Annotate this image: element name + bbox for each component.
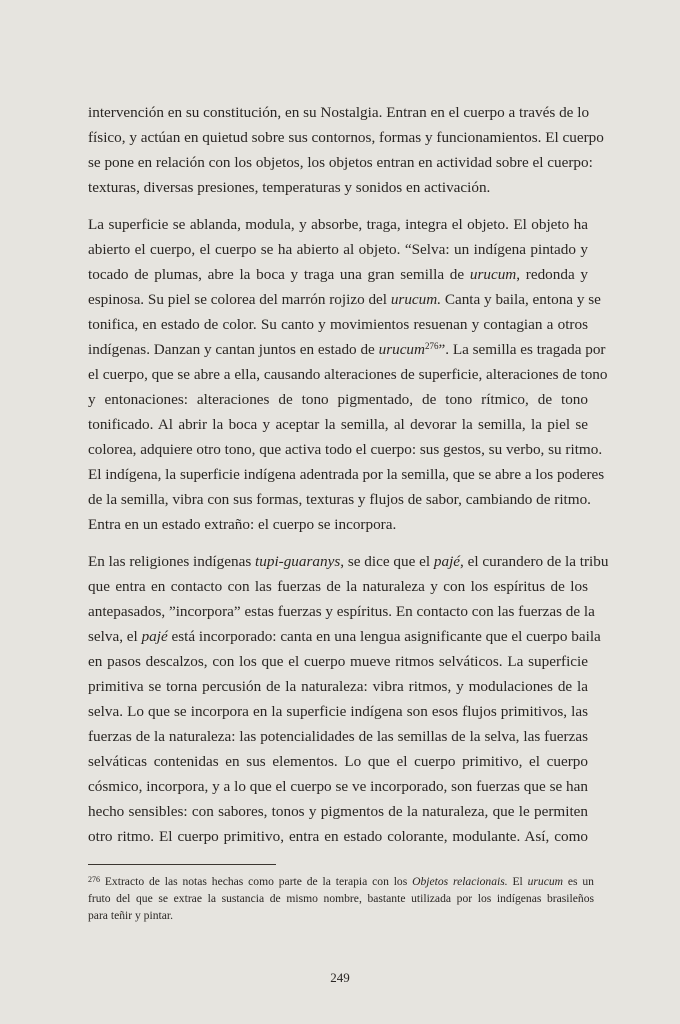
footnote-line: fruto del que se extrae la sustancia de mismo nombre, bastante utilizada por los indígenas brasileños bbox=[88, 892, 594, 905]
italic-term: Objetos relacionais. bbox=[412, 875, 508, 888]
text-line: antepasados, ”incorpora” estas fuerzas y espíritus. En contacto con las fuerzas de la bbox=[88, 603, 595, 620]
text-run: es un bbox=[563, 875, 594, 888]
text-line: de la semilla, vibra con sus formas, texturas y flujos de sabor, cambiando de ritmo. bbox=[88, 491, 591, 508]
text-run: , redonda y bbox=[516, 266, 588, 283]
italic-term: urucum bbox=[527, 875, 564, 888]
italic-term: urucum bbox=[469, 266, 517, 283]
text-run: Extracto de las notas hechas como parte de la terapia con los bbox=[100, 875, 413, 888]
italic-term: tupi-guaranys bbox=[255, 553, 341, 570]
paragraph-1 bbox=[88, 100, 604, 200]
page-number: 249 bbox=[330, 970, 350, 985]
text-line: tonificado. Al abrir la boca y aceptar la semilla, al devorar la semilla, la piel se bbox=[88, 416, 588, 433]
text-run: tocado de plumas, abre la boca y traga una gran semilla de bbox=[88, 266, 470, 283]
footnote-ref[interactable]: 276 bbox=[425, 341, 439, 351]
text-line: primitiva se torna percusión de la naturaleza: vibra ritmos, y modulaciones de la bbox=[88, 678, 588, 695]
text-run: ”. La semilla es tragada por bbox=[438, 341, 606, 358]
footnote-line: para teñir y pintar. bbox=[88, 909, 173, 922]
text-line: cósmico, incorpora, y a lo que el cuerpo se ve incorporado, son fuerzas que se han bbox=[88, 778, 588, 795]
text-line: se pone en relación con los objetos, los objetos entran en actividad sobre el cuerpo: bbox=[88, 154, 593, 171]
text-run: , se dice que el bbox=[340, 553, 434, 570]
text-line: hecho sensibles: con sabores, tonos y pigmentos de la naturaleza, que le permiten bbox=[88, 803, 588, 820]
text-run: Canta y baila, entona y se bbox=[441, 291, 601, 308]
text-line: otro ritmo. El cuerpo primitivo, entra en estado colorante, modulante. Así, como bbox=[88, 828, 588, 845]
text-line: texturas, diversas presiones, temperaturas y sonidos en activación. bbox=[88, 179, 491, 196]
text-line: el cuerpo, que se abre a ella, causando alteraciones de superficie, alteraciones de tono bbox=[88, 366, 608, 383]
footnote-line bbox=[88, 873, 594, 890]
text-line: Entra en un estado extraño: el cuerpo se incorpora. bbox=[88, 516, 397, 533]
text-line bbox=[88, 624, 601, 649]
italic-term: pajé bbox=[433, 553, 461, 570]
text-run: selva, el bbox=[88, 628, 142, 645]
text-run: El bbox=[507, 875, 528, 888]
text-line: selváticas contenidas en sus elementos. Lo que el cuerpo primitivo, el cuerpo bbox=[88, 753, 588, 770]
text-line: que entra en contacto con las fuerzas de la naturaleza y con los espíritus de los bbox=[88, 578, 588, 595]
italic-term: urucum. bbox=[390, 291, 442, 308]
text-line: físico, y actúan en quietud sobre sus contornos, formas y funcionamientos. El cuerpo bbox=[88, 129, 604, 146]
text-run: En las religiones indígenas bbox=[88, 553, 256, 570]
text-line bbox=[88, 337, 606, 362]
text-run: indígenas. Danzan y cantan juntos en estado de bbox=[88, 341, 379, 358]
footnote bbox=[88, 873, 594, 924]
text-run: está incorporado: canta en una lengua asignificante que el cuerpo baila bbox=[167, 628, 601, 645]
italic-term: urucum bbox=[378, 341, 425, 358]
text-line: selva. Lo que se incorpora en la superficie indígena son esos flujos primitivos, las bbox=[88, 703, 588, 720]
text-line: tonifica, en estado de color. Su canto y movimientos resuenan y contagian a otros bbox=[88, 316, 588, 333]
paragraph-3 bbox=[88, 549, 609, 849]
body-text bbox=[88, 100, 609, 861]
text-run: , el curandero de la tribu bbox=[460, 553, 609, 570]
text-line: y entonaciones: alteraciones de tono pigmentado, de tono rítmico, de tono bbox=[88, 391, 588, 408]
text-line: El indígena, la superficie indígena adentrada por la semilla, que se abre a los poderes bbox=[88, 466, 605, 483]
text-line bbox=[88, 287, 601, 312]
text-line: intervención en su constitución, en su Nostalgia. Entran en el cuerpo a través de lo bbox=[88, 104, 590, 121]
text-line bbox=[88, 549, 609, 574]
text-run: espinosa. Su piel se colorea del marrón rojizo del bbox=[88, 291, 391, 308]
footnote-divider bbox=[88, 864, 276, 865]
text-line: en pasos descalzos, con los que el cuerpo mueve ritmos selváticos. La superficie bbox=[88, 653, 588, 670]
text-line: abierto el cuerpo, el cuerpo se ha abierto al objeto. “Selva: un indígena pintado y bbox=[88, 241, 588, 258]
paragraph-2 bbox=[88, 212, 608, 537]
footnote-number: 276 bbox=[88, 875, 100, 884]
text-line: La superficie se ablanda, modula, y absorbe, traga, integra el objeto. El objeto ha bbox=[88, 216, 588, 233]
text-line: colorea, adquiere otro tono, que activa todo el cuerpo: sus gestos, su verbo, su ritmo. bbox=[88, 441, 603, 458]
italic-term: pajé bbox=[141, 628, 168, 645]
text-line bbox=[88, 262, 588, 287]
text-line: fuerzas de la naturaleza: las potencialidades de las semillas de la selva, las fuerzas bbox=[88, 728, 588, 745]
